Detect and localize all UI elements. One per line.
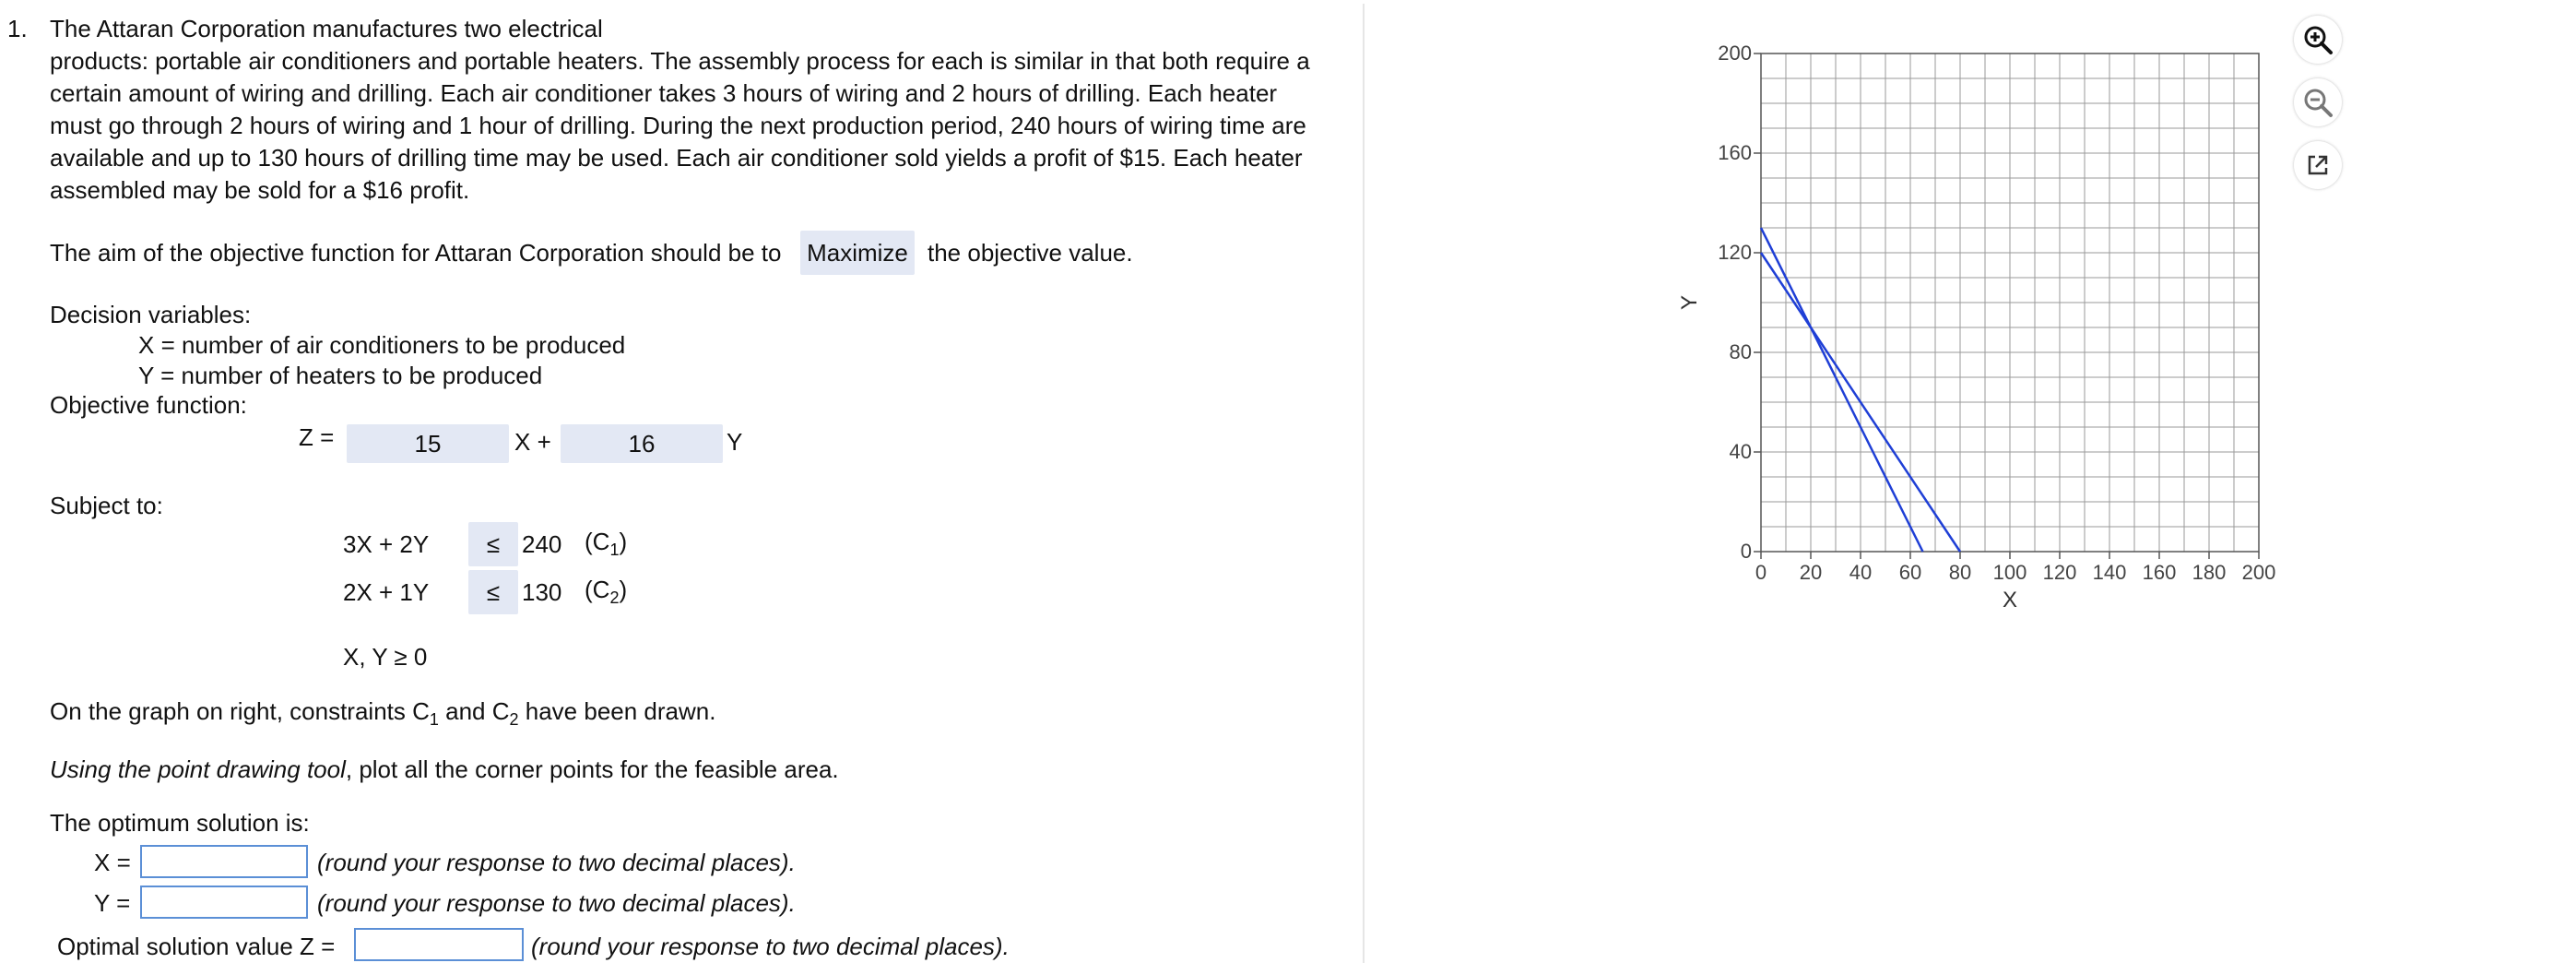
- problem-line-1: The Attaran Corporation manufactures two electrical: [50, 15, 603, 42]
- x-tick-label: 40: [1849, 561, 1873, 584]
- x-tick-label: 20: [1799, 561, 1823, 584]
- problem-line-5: available and up to 130 hours of drilling time may be used. Each air conditioner sold yields a profit of $15. Each heater: [50, 144, 1303, 172]
- objective-heading: Objective function:: [50, 391, 247, 419]
- constraint-1-name: $(C_1)$: [585, 528, 628, 560]
- solution-z-hint: (round your response to two decimal places).: [531, 933, 1010, 960]
- problem-line-3: certain amount of wiring and drilling. Each air conditioner takes 3 hours of wiring and 2 hours of drilling. Each heater: [50, 79, 1278, 107]
- objective-y-label: Y: [727, 428, 743, 456]
- solution-y-hint: (round your response to two decimal places).: [317, 889, 796, 917]
- y-tick-label: 160: [1718, 141, 1752, 164]
- x-tick-label: 160: [2142, 561, 2177, 584]
- popout-button[interactable]: [2294, 141, 2342, 189]
- x-tick-label: 140: [2092, 561, 2127, 584]
- problem-line-6: assembled may be sold for a $16 profit.: [50, 176, 470, 204]
- solution-x-input[interactable]: [140, 845, 308, 878]
- zoom-in-icon: [2302, 24, 2334, 55]
- zoom-out-button[interactable]: [2294, 78, 2342, 126]
- problem-line-4: must go through 2 hours of wiring and 1 hour of drilling. During the next production period, 240 hours of wiring time are: [50, 112, 1306, 139]
- y-axis-label: Y: [1677, 294, 1702, 311]
- problem-line-2: products: portable air conditioners and portable heaters. The assembly process for each is similar in that both require a: [50, 47, 1310, 75]
- objective-z-label: Z =: [299, 423, 335, 451]
- x-axis-label: X: [2002, 588, 2018, 612]
- x-tick-label: 100: [1992, 561, 2027, 584]
- nonnegativity-constraint: X, Y ≥ 0: [343, 643, 428, 671]
- constraints-heading: Subject to:: [50, 492, 163, 519]
- objective-x-plus: X +: [514, 428, 551, 456]
- x-tick-label: 200: [2241, 561, 2276, 584]
- constraint-1-rhs: 240: [522, 530, 562, 558]
- x-tick-label: 120: [2042, 561, 2077, 584]
- x-tick-label: 180: [2192, 561, 2227, 584]
- objective-coef-y: 16: [561, 424, 723, 463]
- problem-number: 1.: [7, 15, 28, 42]
- solution-y-input[interactable]: [140, 886, 308, 919]
- constraint-1-lhs: 3X + 2Y: [343, 530, 430, 558]
- x-tick-label: 0: [1755, 561, 1767, 584]
- zoom-out-icon: [2302, 87, 2334, 118]
- decision-y-definition: Y = number of heaters to be produced: [138, 362, 543, 389]
- decision-heading: Decision variables:: [50, 301, 252, 328]
- solution-z-input[interactable]: [354, 928, 524, 961]
- x-tick-label: 80: [1948, 561, 1972, 584]
- objective-coef-x: 15: [347, 424, 509, 463]
- constraint-graph[interactable]: [1660, 18, 2323, 627]
- constraint-line-2: [1761, 228, 1923, 552]
- y-tick-label: 120: [1718, 241, 1752, 264]
- panel-divider: [1363, 4, 1365, 963]
- constraint-2-lhs: 2X + 1Y: [343, 578, 430, 606]
- y-tick-label: 0: [1740, 540, 1752, 563]
- constraint-2-name: $(C_2)$: [585, 576, 628, 608]
- solution-x-hint: (round your response to two decimal places).: [317, 849, 796, 876]
- solution-y-label: Y =: [94, 889, 131, 917]
- constraint-2-rhs: 130: [522, 578, 562, 606]
- y-tick-label: 200: [1718, 42, 1752, 65]
- aim-suffix: the objective value.: [928, 239, 1133, 267]
- solution-heading: The optimum solution is:: [50, 809, 310, 837]
- constraint-2-operator: ≤: [468, 570, 518, 614]
- decision-x-definition: X = number of air conditioners to be produced: [138, 331, 626, 359]
- aim-dropdown[interactable]: Maximize: [800, 231, 915, 275]
- tool-note: Using the point drawing tool, plot all the corner points for the feasible area.: [50, 755, 839, 783]
- solution-x-label: X =: [94, 849, 131, 876]
- y-tick-label: 40: [1729, 440, 1752, 463]
- x-tick-label: 60: [1898, 561, 1922, 584]
- zoom-in-button[interactable]: [2294, 16, 2342, 64]
- solution-z-label: Optimal solution value Z =: [57, 933, 336, 960]
- graph-note: On the graph on right, constraints $C_1$ and $C_2$ have been drawn.: [50, 697, 716, 730]
- y-tick-label: 80: [1729, 340, 1752, 363]
- constraint-1-operator: ≤: [468, 522, 518, 566]
- aim-prefix: The aim of the objective function for Attaran Corporation should be to: [50, 239, 782, 267]
- external-link-icon: [2304, 151, 2332, 179]
